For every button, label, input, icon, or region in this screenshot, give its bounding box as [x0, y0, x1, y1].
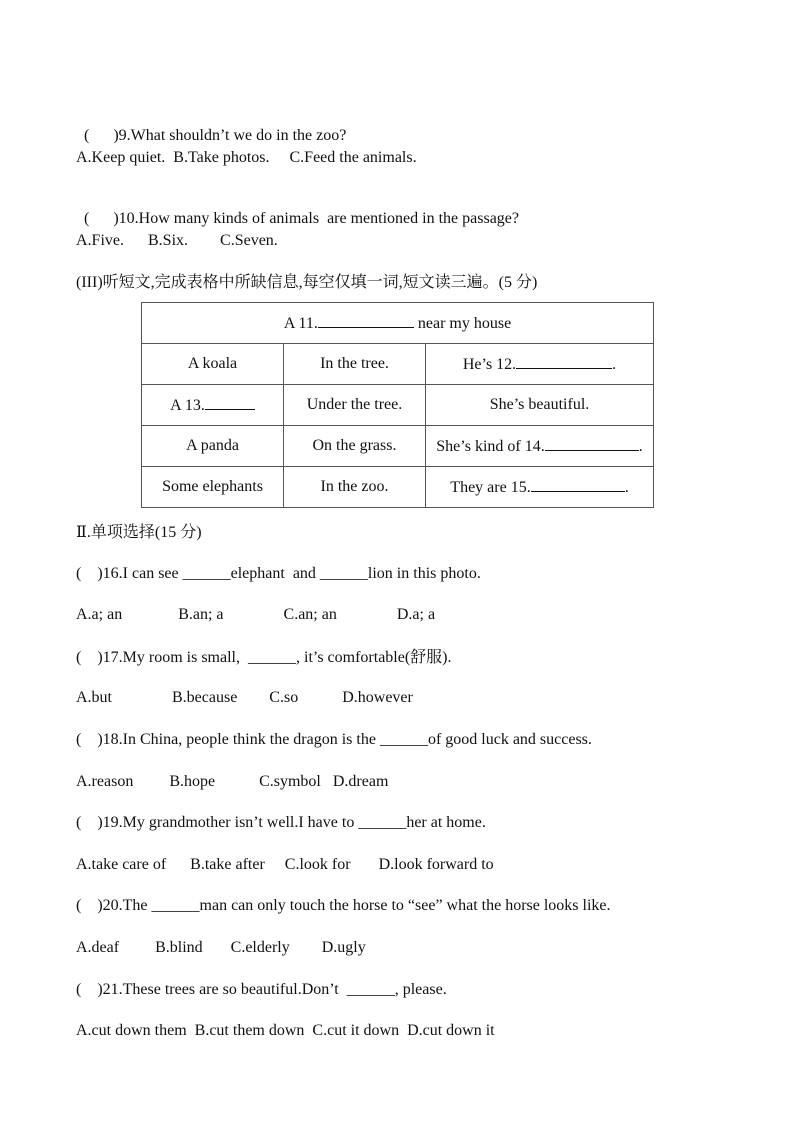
question-9 [76, 106, 346, 146]
question-18: ( )18.In China, people think the dragon is the ______of good luck and success. [76, 731, 592, 748]
table-row [142, 344, 654, 385]
table-cell: Under the tree. [284, 385, 426, 426]
question-10-options: A.Five. B.Six. C.Seven. [76, 232, 278, 249]
table-cell: They are 15. . [426, 467, 654, 508]
table-header-row [142, 303, 654, 344]
question-17: ( )17.My room is small, ______, it’s comfortable(舒服). [76, 649, 452, 666]
question-number: 10. [118, 210, 139, 227]
question-21: ( )21.These trees are so beautiful.Don’t ______, please. [76, 981, 447, 998]
table-row [142, 385, 654, 426]
table-cell: In the tree. [284, 344, 426, 385]
listening-table [141, 302, 654, 508]
table-cell: A 13. [142, 385, 284, 426]
question-18-options: A.reason B.hope C.symbol D.dream [76, 773, 389, 790]
blank-12[interactable] [516, 354, 612, 369]
table-cell: On the grass. [284, 426, 426, 467]
question-10 [76, 189, 519, 229]
answer-paren-close: ) [113, 210, 119, 227]
table-cell: He’s 12. . [426, 344, 654, 385]
question-number: 9. [118, 127, 131, 144]
question-19: ( )19.My grandmother isn’t well.I have to ______her at home. [76, 814, 486, 831]
answer-paren-open: ( [84, 127, 90, 144]
table-cell: She’s kind of 14. . [426, 426, 654, 467]
table-row [142, 426, 654, 467]
question-17-options: A.but B.because C.so D.however [76, 689, 413, 706]
question-16-options: A.a; an B.an; a C.an; an D.a; a [76, 606, 436, 623]
question-19-options: A.take care of B.take after C.look for D.look forward to [76, 856, 494, 873]
table-cell: In the zoo. [284, 467, 426, 508]
question-9-options: A.Keep quiet. B.Take photos. C.Feed the animals. [76, 149, 417, 166]
question-text: What shouldn’t we do in the zoo? [130, 127, 347, 144]
table-cell: Some elephants [142, 467, 284, 508]
question-20: ( )20.The ______man can only touch the horse to “see” what the horse looks like. [76, 897, 611, 914]
question-text: How many kinds of animals are mentioned in the passage? [138, 210, 519, 227]
answer-paren-open: ( [84, 210, 90, 227]
blank-15[interactable] [531, 477, 625, 492]
section-2-title: Ⅱ.单项选择(15 分) [76, 524, 202, 541]
question-21-options: A.cut down them B.cut them down C.cut it down D.cut down it [76, 1022, 495, 1039]
section-3-title: (III)听短文,完成表格中所缺信息,每空仅填一词,短文读三遍。(5 分) [76, 274, 538, 291]
answer-paren-close: ) [113, 127, 119, 144]
table-cell: She’s beautiful. [426, 385, 654, 426]
question-16: ( )16.I can see ______elephant and ______lion in this photo. [76, 565, 481, 582]
blank-11[interactable] [318, 313, 414, 328]
table-header-cell: A 11. near my house [142, 303, 654, 344]
table-row [142, 467, 654, 508]
table-cell: A koala [142, 344, 284, 385]
blank-13[interactable] [205, 395, 255, 410]
question-20-options: A.deaf B.blind C.elderly D.ugly [76, 939, 366, 956]
blank-14[interactable] [545, 436, 639, 451]
table-cell: A panda [142, 426, 284, 467]
